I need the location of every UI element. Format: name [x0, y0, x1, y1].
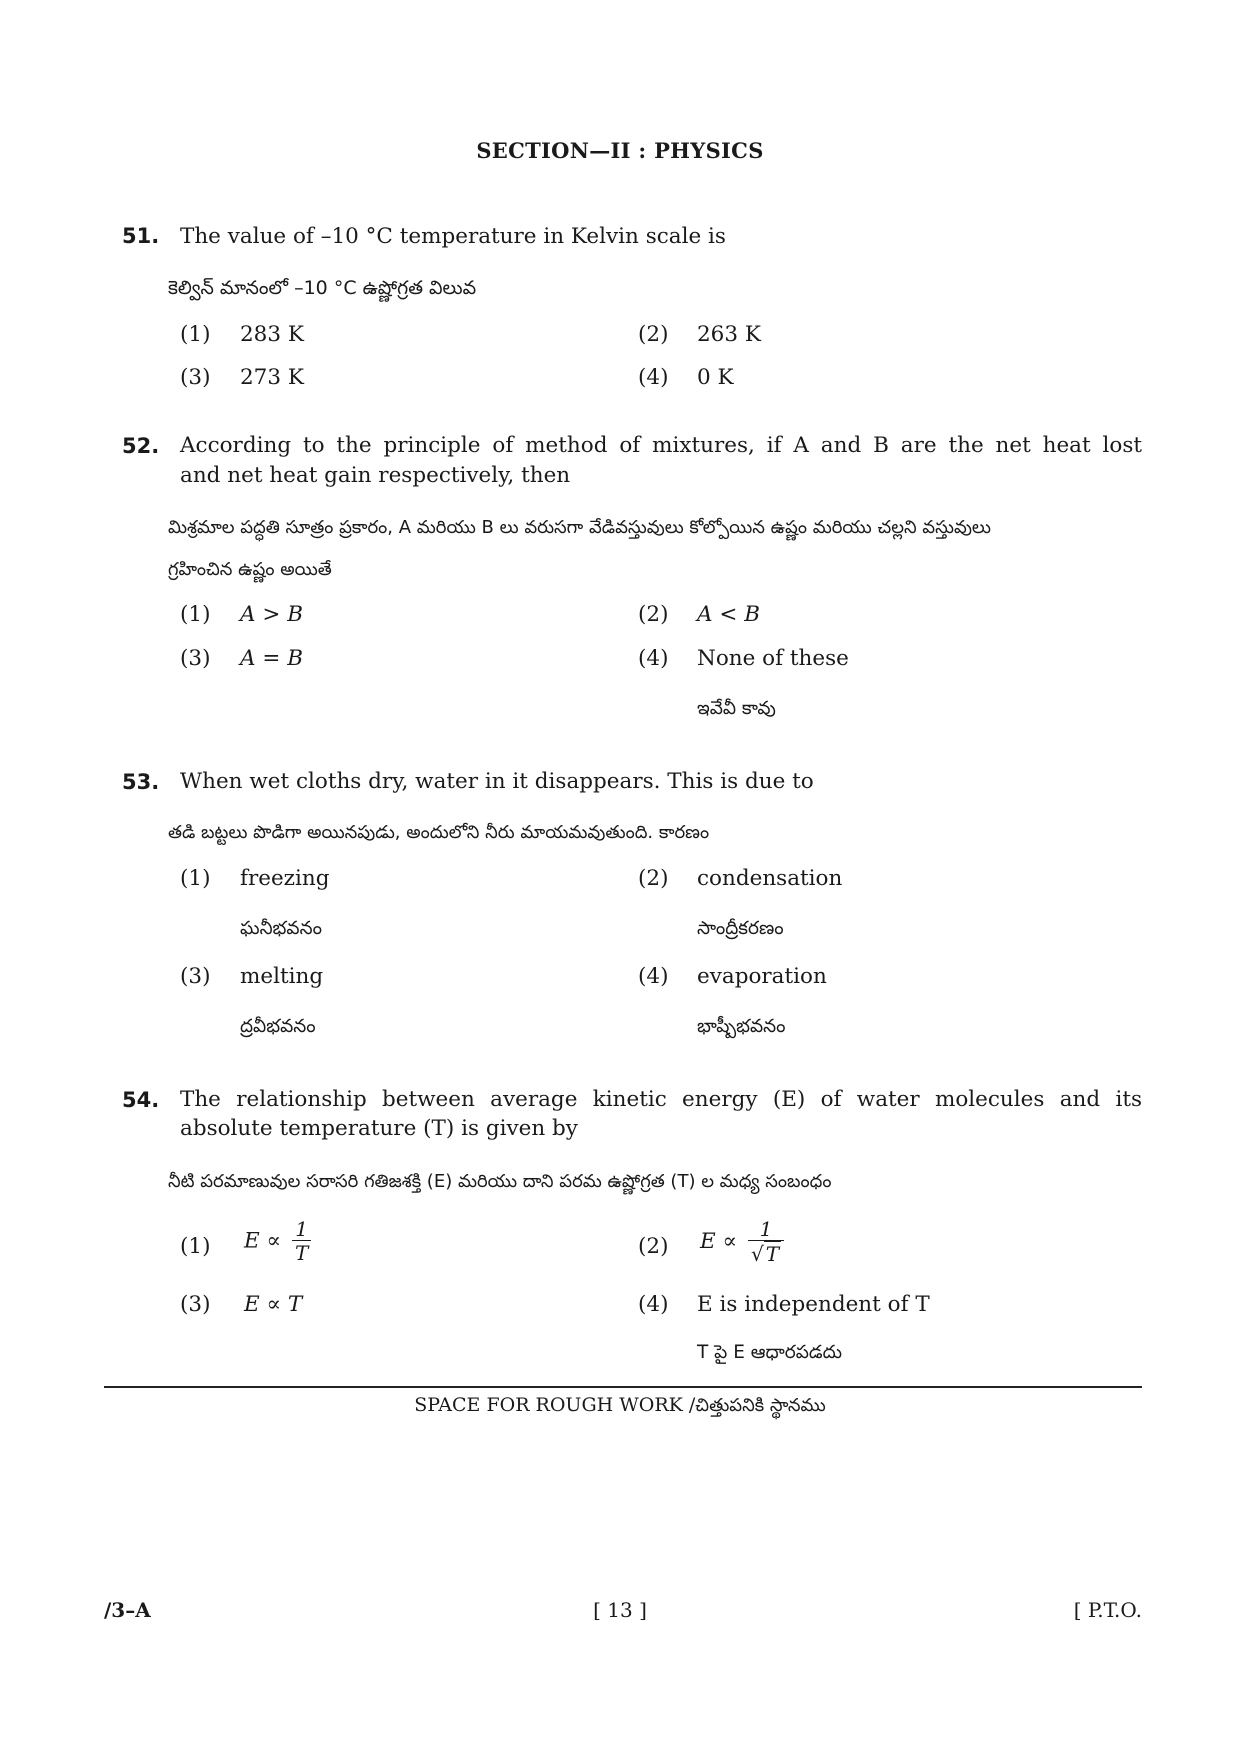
option-number: (1): [180, 602, 211, 627]
question-text-te: నీటి పరమాణువుల సరాసరి గతిజశక్తి (E) మరియు దాని పరమ ఉష్ణోగ్రత (T) ల మధ్య సంబంధం: [168, 1171, 832, 1192]
question-text-en: When wet cloths dry, water in it disappears. This is due to: [180, 769, 814, 794]
formula-lhs: E ∝: [244, 1228, 282, 1254]
option-number: (1): [180, 866, 211, 891]
divider: [104, 1386, 1142, 1388]
option-number: (4): [638, 964, 669, 989]
option-number: (2): [638, 602, 669, 627]
question-text-en-line2: and net heat gain respectively, then: [180, 463, 571, 488]
denominator: T: [292, 1240, 311, 1265]
pto-label: [ P.T.O.: [1073, 1598, 1142, 1622]
question-text-te-line2: గ్రహించిన ఉష్ణం అయితే: [168, 559, 332, 580]
option-text: A = B: [240, 646, 304, 671]
question-text-te-line1: మిశ్రమాల పద్ధతి సూత్రం ప్రకారం, A మరియు B లు వరుసగా వేడివస్తువులు కోల్పోయిన ఉష్ణం మరియు చల్లని వస్తువులు: [168, 517, 991, 538]
question-text-te: కెల్విన్ మానంలో –10 °C ఉష్ణోగ్రత విలువ: [168, 277, 477, 299]
rough-work-en: SPACE FOR ROUGH WORK /: [414, 1394, 696, 1416]
rough-work-te: చిత్తుపనికి స్థానము: [695, 1395, 826, 1416]
option-number: (4): [638, 1292, 669, 1317]
option-number: (3): [180, 964, 211, 989]
option-number: (2): [638, 1234, 669, 1259]
option-number: (3): [180, 1292, 211, 1317]
question-number: 53.: [122, 770, 160, 794]
option-text: A < B: [697, 602, 761, 627]
option-number: (4): [638, 365, 669, 390]
page-number: [ 13 ]: [593, 1598, 647, 1622]
rough-work-label: [0, 1394, 1240, 1420]
question-text-en-line2: absolute temperature (T) is given by: [180, 1116, 578, 1141]
option-text-te: ఘనీభవనం: [240, 918, 322, 939]
option-text-te: భాష్పీభవనం: [697, 1016, 786, 1037]
option-number: (1): [180, 322, 211, 347]
option-text: E ∝ T: [244, 1292, 303, 1317]
option-number: (3): [180, 646, 211, 671]
option-text: E is independent of T: [697, 1292, 930, 1317]
numerator: 1: [759, 1217, 773, 1241]
fraction: [748, 1218, 784, 1266]
option-text: 263 K: [697, 322, 761, 347]
option-text: freezing: [240, 866, 330, 891]
option-text-te: సాంద్రీకరణం: [697, 918, 784, 939]
booklet-code: /3–A: [104, 1598, 151, 1622]
option-formula: [244, 1218, 311, 1265]
denominator: [748, 1240, 784, 1266]
option-text: condensation: [697, 866, 843, 891]
option-text-te: T పై E ఆధారపడదు: [697, 1342, 843, 1363]
question-text-en-line1: The relationship between average kinetic energy (E) of water molecules and its: [180, 1087, 1142, 1112]
option-text-te: ద్రవీభవనం: [240, 1016, 316, 1037]
option-text: A > B: [240, 602, 304, 627]
section-title: SECTION—II : PHYSICS: [476, 138, 764, 163]
sqrt-sign: √: [750, 1242, 764, 1266]
question-text-en: The value of –10 °C temperature in Kelvin scale is: [180, 224, 726, 249]
formula-lhs: E ∝: [700, 1229, 738, 1254]
question-text-te: తడి బట్టలు పొడిగా అయినపుడు, అందులోని నీరు మాయమవుతుంది. కారణం: [168, 822, 710, 843]
option-text: None of these: [697, 646, 849, 671]
option-number: (2): [638, 866, 669, 891]
option-text: melting: [240, 964, 324, 989]
question-text-en-line1: According to the principle of method of mixtures, if A and B are the net heat lost: [180, 433, 1142, 458]
option-number: (3): [180, 365, 211, 390]
radicand: T: [765, 1242, 780, 1266]
option-text: 283 K: [240, 322, 304, 347]
option-number: (1): [180, 1234, 211, 1259]
option-text: 0 K: [697, 365, 734, 390]
option-number: (4): [638, 646, 669, 671]
numerator: 1: [295, 1217, 308, 1241]
fraction: [292, 1218, 311, 1265]
option-text: evaporation: [697, 964, 827, 989]
question-number: 54.: [122, 1088, 160, 1112]
option-text-te: ఇవేవీ కావు: [697, 698, 776, 719]
option-text: 273 K: [240, 365, 304, 390]
question-number: 52.: [122, 434, 160, 458]
option-number: (2): [638, 322, 669, 347]
question-number: 51.: [122, 224, 160, 248]
option-formula: [700, 1218, 784, 1266]
